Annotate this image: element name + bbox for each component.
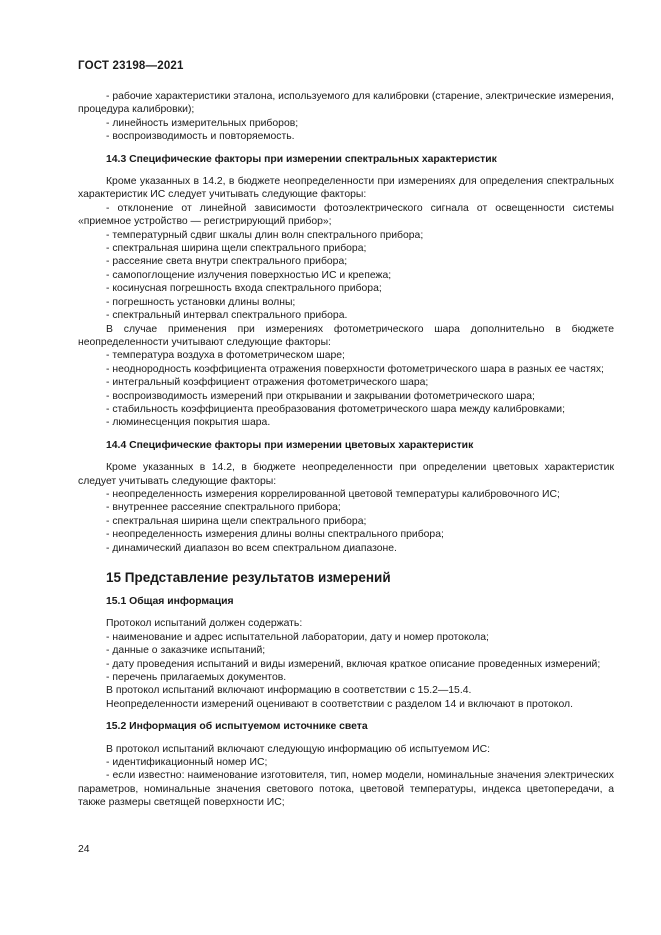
list-item: - отклонение от линейной зависимости фотоэлектрического сигнала от освещенности системы «приемное устройство — регистрирующий прибор»; [78,202,614,228]
list-item: - косинусная погрешность входа спектрального прибора; [106,283,382,295]
list-item: - динамический диапазон во всем спектральном диапазоне. [106,542,397,554]
list-item: - данные о заказчике испытаний; [106,645,266,657]
list-item: - температура воздуха в фотометрическом шаре; [106,350,345,362]
list-item: - рабочие характеристики эталона, используемого для калибровки (старение, электрические измерения, процедура калибровки); [78,91,614,116]
list-item: - перечень прилагаемых документов. [106,672,287,684]
list-item: - идентификационный номер ИС; [106,757,268,769]
paragraph: Кроме указанных в 14.2, в бюджете неопределенности при определении цветовых характеристик следует учитывать следующие факторы: [78,462,614,487]
list-item: - неопределенность измерения длины волны спектрального прибора; [106,529,444,541]
list-item: - спектральная ширина щели спектрального прибора; [106,515,367,527]
section-heading-14-4: 14.4 Специфические факторы при измерении цветовых характеристик [106,439,474,451]
list-item: - линейность измерительных приборов; [106,117,299,129]
list-item: - спектральная ширина щели спектрального прибора; [106,243,367,255]
paragraph: В случае применения при измерениях фотометрического шара дополнительно в бюджете неопределенности учитывают следующие факторы: [78,323,614,348]
paragraph: В протокол испытаний включают информацию в соответствии с 15.2—15.4. [106,685,472,697]
section-heading-15-2: 15.2 Информация об испытуемом источнике света [106,721,368,733]
list-item: - интегральный коэффициент отражения фотометрического шара; [106,377,429,389]
list-item: - если известно: наименование изготовителя, тип, номер модели, номинальные значения электрических параметров, номинальные значения светового потока, цветовой температуры, индекса цветопередачи, а также размеры светящей поверхности ИС; [78,770,614,809]
paragraph: Неопределенности измерений оценивают в соответствии с разделом 14 и включают в протокол. [106,698,573,710]
list-item: - неопределенность измерения коррелированной цветовой температуры калибровочного ИС; [106,488,560,500]
list-item: - наименование и адрес испытательной лаборатории, дату и номер протокола; [106,631,489,643]
paragraph: Протокол испытаний должен содержать: [106,618,303,630]
section-heading-14-3: 14.3 Специфические факторы при измерении спектральных характеристик [106,153,497,165]
list-item: - воспроизводимость и повторяемость. [106,131,295,143]
list-item: - спектральный интервал спектрального прибора. [106,310,348,322]
list-item: - самопоглощение излучения поверхностью ИС и крепежа; [106,269,392,281]
paragraph: Кроме указанных в 14.2, в бюджете неопределенности при измерениях для определения спектральных характеристик ИС следует учитывать следующие факторы: [78,176,614,201]
list-item: - внутреннее рассеяние спектрального прибора; [106,502,341,514]
list-item: - люминесценция покрытия шара. [106,417,271,429]
list-item: - дату проведения испытаний и виды измерений, включая краткое описание проведенных измерений; [106,658,601,670]
document-id-header: ГОСТ 23198—2021 [78,60,184,72]
document-body [78,90,614,810]
paragraph: В протокол испытаний включают следующую информацию об испытуемом ИС: [106,743,490,755]
section-heading-15-1: 15.1 Общая информация [106,596,234,607]
list-item: - температурный сдвиг шкалы длин волн спектрального прибора; [106,229,424,241]
section-heading-15: 15 Представление результатов измерений [106,570,391,585]
list-item: - стабильность коэффициента преобразования фотометрического шара между калибровками; [106,403,566,415]
list-item: - неоднородность коэффициента отражения поверхности фотометрического шара в разных ее частях; [106,363,604,375]
page-number: 24 [78,844,90,855]
list-item: - рассеяние света внутри спектрального прибора; [106,256,348,268]
list-item: - погрешность установки длины волны; [106,296,296,308]
list-item: - воспроизводимость измерений при открывании и закрывании фотометрического шара; [106,390,535,402]
